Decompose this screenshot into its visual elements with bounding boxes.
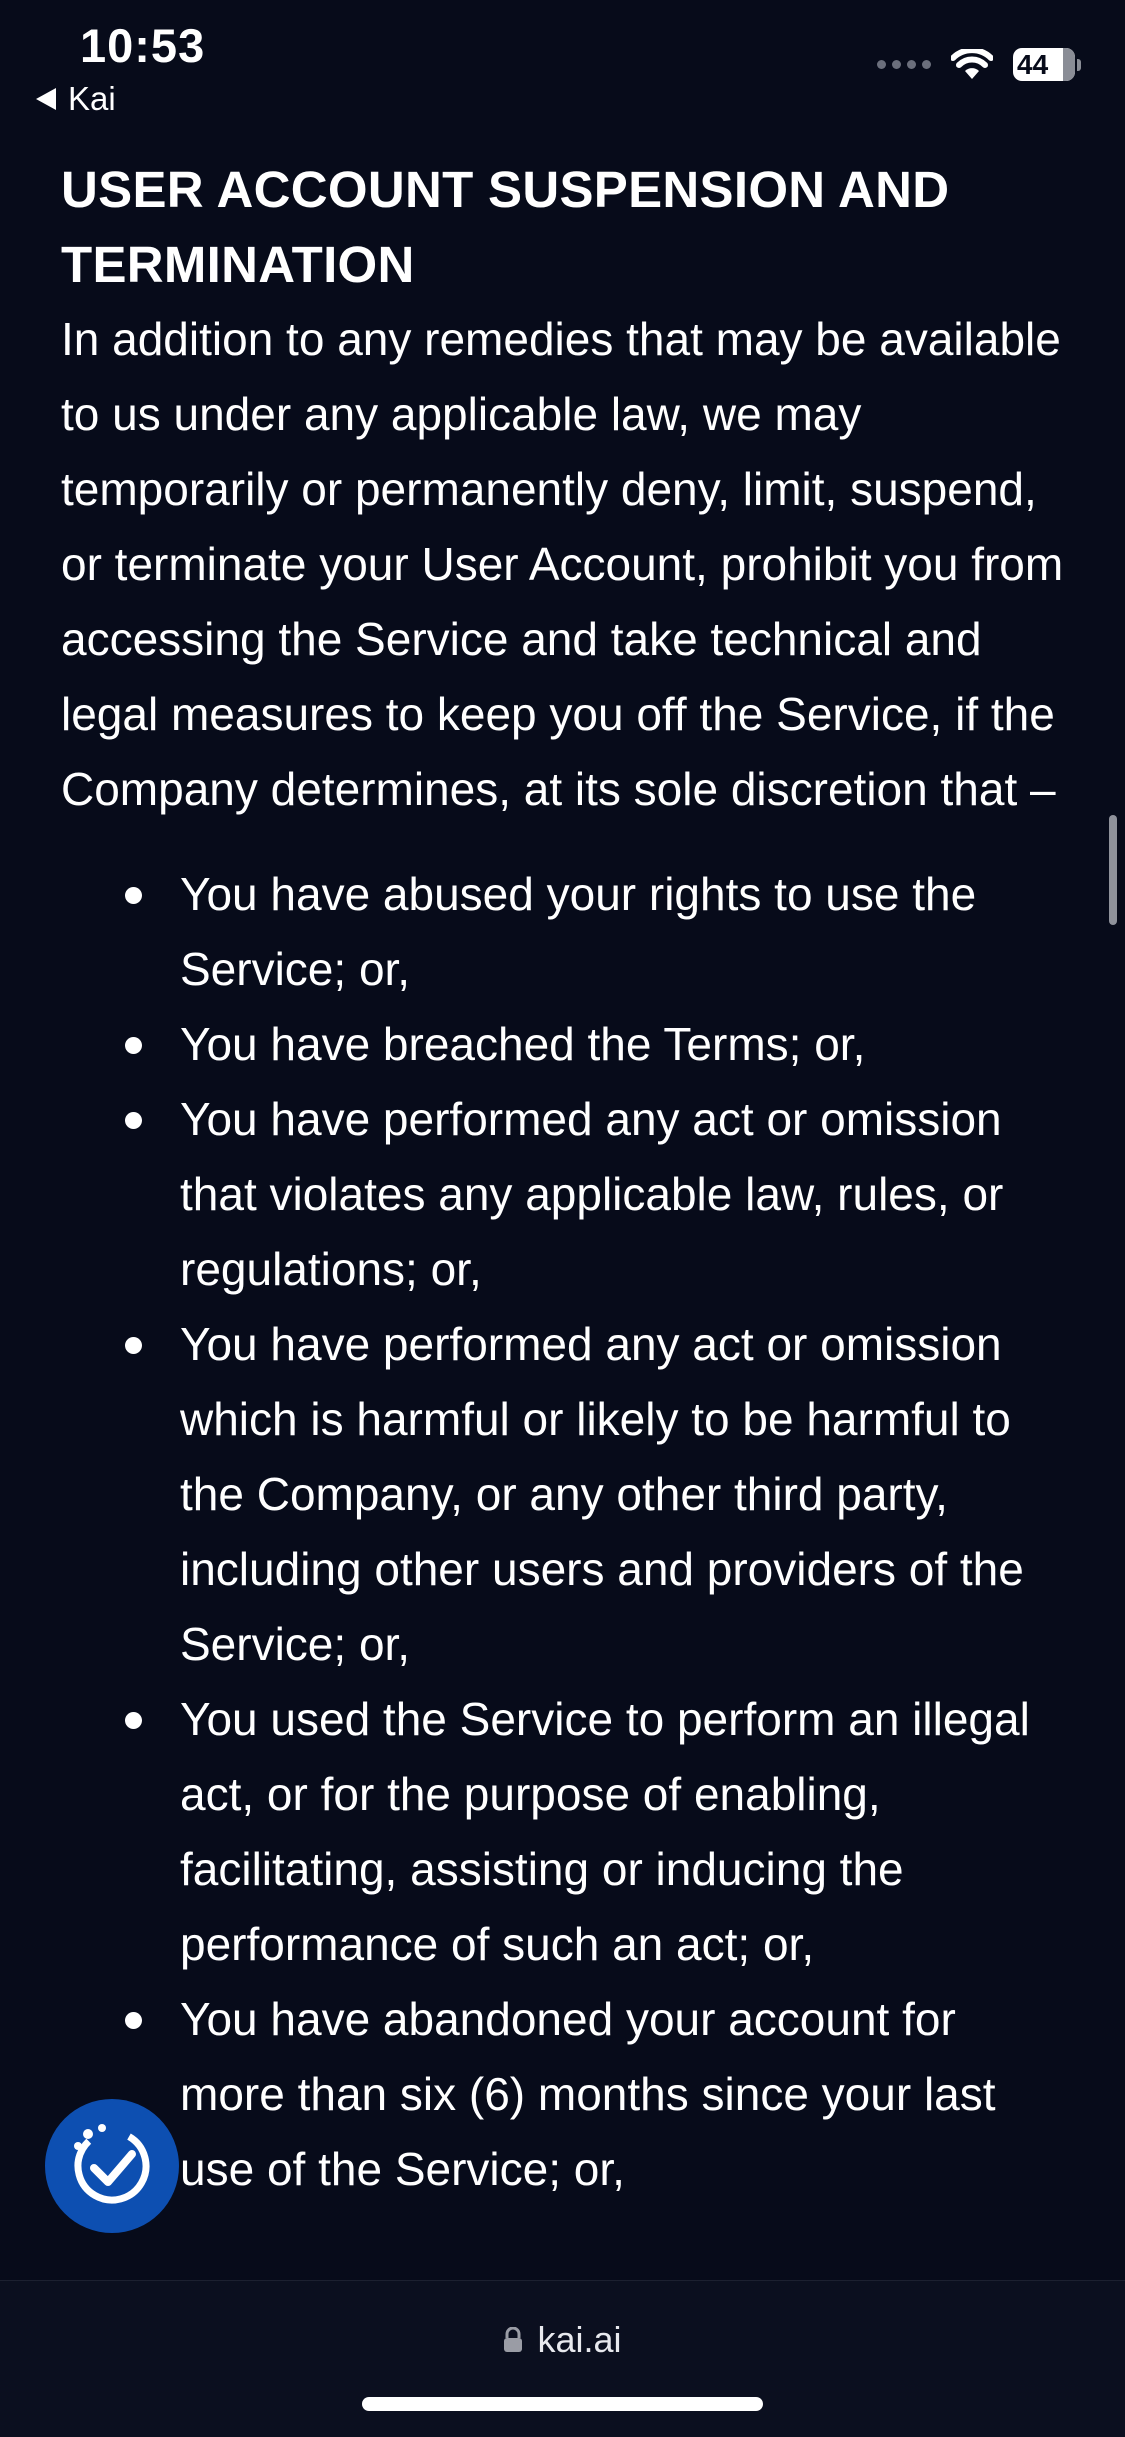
lock-icon [503, 2327, 523, 2353]
battery-icon [1013, 48, 1081, 81]
list-item: You have abandoned your account for more than six (6) months since your last use of the Service; or, [61, 1982, 1071, 2207]
status-bar [0, 0, 1125, 130]
bullet-icon [125, 2012, 142, 2029]
url-display[interactable] [0, 2319, 1125, 2361]
list-item: You have breached the Terms; or, [61, 1007, 1071, 1082]
back-to-app-link[interactable] [36, 80, 116, 118]
terms-content [61, 152, 1071, 2207]
home-indicator[interactable] [362, 2397, 763, 2411]
list-item: You have performed any act or omission which is harmful or likely to be harmful to the Company, or any other third party, including other users and providers of the Service; or, [61, 1307, 1071, 1682]
list-item: You used the Service to perform an illegal act, or for the purpose of enabling, facilitating, assisting or inducing the performance of such an act; or, [61, 1682, 1071, 1982]
back-triangle-icon [36, 88, 56, 110]
status-indicators [877, 48, 1081, 81]
browser-address-bar[interactable] [0, 2280, 1125, 2437]
battery-level: 44 [1017, 48, 1049, 80]
scrollbar-thumb[interactable] [1109, 815, 1117, 925]
bullet-icon [125, 1712, 142, 1729]
list-item: You have performed any act or omission that violates any applicable law, rules, or regulations; or, [61, 1082, 1071, 1307]
wifi-icon [951, 49, 993, 81]
bullet-icon [125, 1337, 142, 1354]
list-item: You have abused your rights to use the Service; or, [61, 857, 1071, 1007]
intro-paragraph: In addition to any remedies that may be available to us under any applicable law, we may temporarily or permanently deny, limit, suspend, or terminate your User Account, prohibit you from accessing the Service and take technical and legal measures to keep you off the Service, if the Company determines, at its sole discretion that – [61, 313, 1064, 815]
status-time: 10:53 [80, 19, 206, 72]
url-text: kai.ai [537, 2319, 622, 2360]
back-app-label: Kai [68, 80, 116, 117]
cellular-signal-icon [877, 60, 931, 69]
conditions-list [61, 857, 1071, 2207]
accessibility-icon [64, 2118, 160, 2214]
accessibility-button[interactable] [45, 2099, 179, 2233]
section-heading: USER ACCOUNT SUSPENSION AND TERMINATION [61, 161, 950, 293]
bullet-icon [125, 887, 142, 904]
bullet-icon [125, 1037, 142, 1054]
bullet-icon [125, 1112, 142, 1129]
